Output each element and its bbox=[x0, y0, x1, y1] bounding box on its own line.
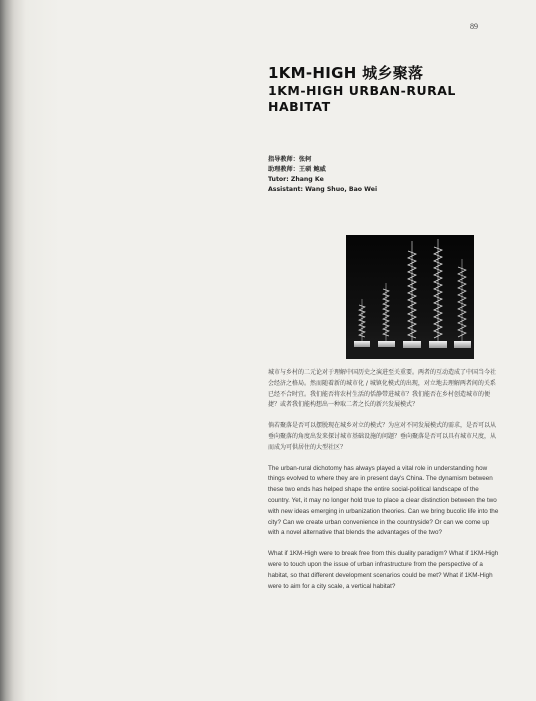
body-text bbox=[268, 368, 500, 602]
model-photo-image bbox=[346, 235, 474, 359]
paragraph-en-2: What if 1KM-High were to break free from this duality paradigm? What if 1KM-High were to touch upon the issue of urban infrastructure from the perspective of a habitat, so that different development scenarios could be met? What if 1KM-High were to aim for a city scale, a vertical habitat? bbox=[268, 550, 499, 590]
model-photo bbox=[346, 235, 474, 359]
instructor-cn: 指导教师：张轲 bbox=[268, 156, 312, 163]
tutor-en: Tutor: Zhang Ke bbox=[268, 176, 324, 183]
paragraph-cn-2: 倘若聚落是否可以摆脱现在城乡对立的模式？为应对不同发展模式的需求，是否可以从垂向聚落的角度出发来探讨城市基础设施的问题？垂向聚落是否可以具有城市尺度，从而成为可供居住的大型社区？ bbox=[268, 422, 497, 451]
assistant-cn: 助理教师：王硕 鲍威 bbox=[268, 166, 326, 173]
paragraph-en-1: The urban-rural dichotomy has always played a vital role in understanding how things evolved to where they are in present day's China. The dynamism between these two ends has helped shape the entire social-political landscape of the country. Yet, it may no longer hold true to place a clear distinction between the two with new ideas emerging in urbanization theories. Can we bring bucolic life into the city? Can we create urban convenience in the countryside? Or can we come up with a novel alternative that blends the advantages of the two? bbox=[268, 464, 499, 537]
credits-block bbox=[268, 155, 498, 195]
page-number: 89 bbox=[470, 22, 478, 31]
paragraph-cn-1: 城市与乡村的二元论对于理解中国历史之演进至关重要。两者的互动造成了中国当今社会经济之格局。然而随着新的城市化 / 城镇化模式的出现，对立地去理解两者间的关系已经不合时宜。我们能否将农村生活的恬静带进城市？我们能否在乡村创造城市的便捷？或者我们能构想出一种取二者之长的新兴发展模式？ bbox=[268, 369, 497, 409]
title-english: 1KM-HIGH URBAN-RURAL HABITAT bbox=[268, 83, 456, 114]
title-chinese: 1KM-HIGH 城乡聚落 bbox=[268, 64, 424, 82]
assistant-en: Assistant: Wang Shuo, Bao Wei bbox=[268, 186, 378, 193]
